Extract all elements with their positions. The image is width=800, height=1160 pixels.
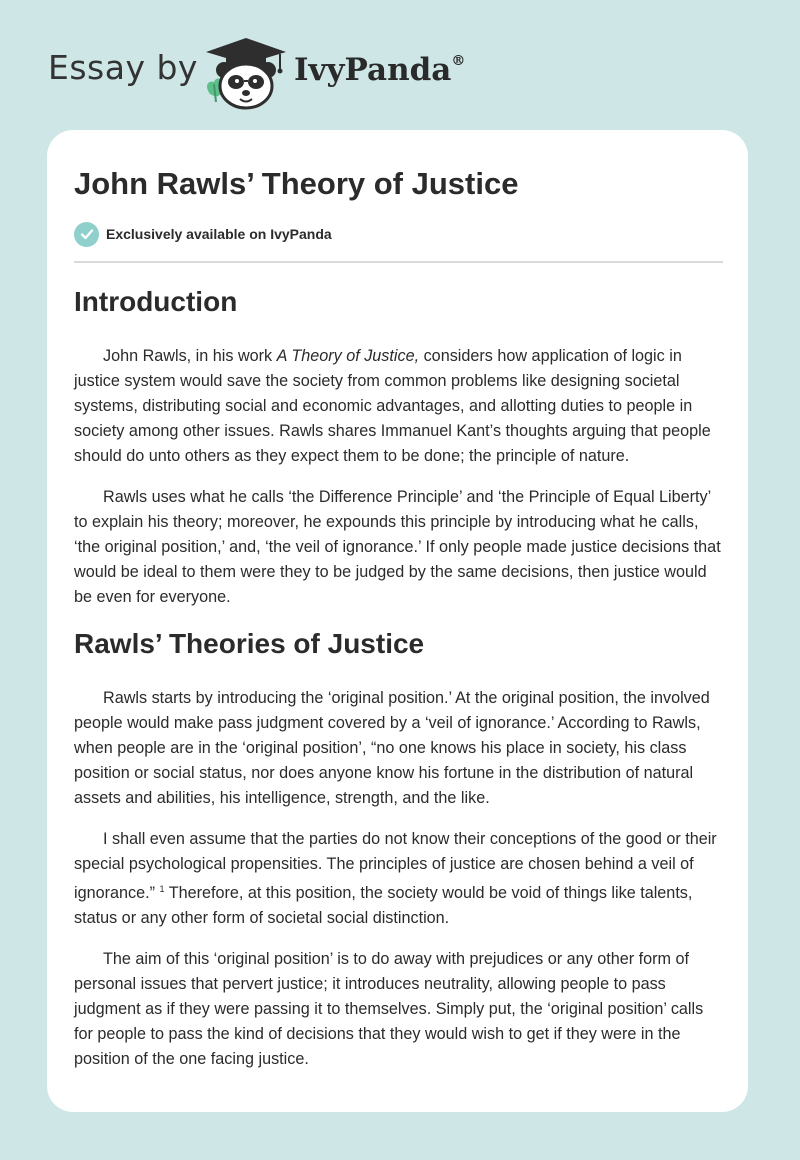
book-title: A Theory of Justice, [276, 347, 420, 365]
brand-prefix: Essay by [48, 48, 198, 87]
site-header [0, 0, 800, 130]
brand-name-text: IvyPanda [294, 52, 452, 88]
badge-label: Exclusively available on IvyPanda [106, 226, 332, 242]
brand-name[interactable] [294, 52, 465, 88]
footnote-ref[interactable]: 1 [159, 884, 165, 894]
paragraph-text: John Rawls, in his work [103, 347, 277, 365]
paragraph-text: I shall even assume that the parties do not know their conceptions of the good or their special psychological propensities. The principles of justice are chosen behind a veil of ignorance.” [74, 830, 717, 902]
registered-mark: ® [451, 52, 466, 69]
title-divider [74, 261, 723, 263]
paragraph: Rawls starts by introducing the ‘original position.’ At the original position, the involved people would make pass judgment covered by a ‘veil of ignorance.’ According to Rawls, when people are in the ‘original position’, “no one knows his place in society, his class position or social status, nor does anyone know his fortune in the distribution of natural assets and abilities, his intelligence, strength, and the like. [74, 689, 710, 807]
exclusive-badge [74, 221, 332, 247]
essay-body [74, 278, 724, 1088]
paragraph-text: Therefore, at this position, the society would be void of things like talents, status or any other form of societal social distinction. [74, 884, 693, 927]
paragraph [74, 827, 724, 931]
section-heading-theories: Rawls’ Theories of Justice [74, 628, 425, 659]
page-title: John Rawls’ Theory of Justice [74, 166, 519, 201]
paragraph: Rawls uses what he calls ‘the Difference Principle’ and ‘the Principle of Equal Liberty’ to explain his theory; moreover, he expounds this principle by introducing what he calls, ‘the original position,’ and, ‘the veil of ignorance.’ If only people made justice decisions that would be ideal to them were they to be judged by the same decisions, then justice would be even for everyone. [74, 488, 721, 606]
paragraph-text: considers how application of logic in justice system would save the society from common problems like designing societal systems, distributing social and economic advantages, and allotting duties to people in society among other issues. Rawls shares Immanuel Kant’s thoughts arguing that people should do unto others as they expect them to be done; the principle of nature. [74, 347, 711, 465]
paragraph [74, 344, 724, 469]
essay-card [47, 130, 748, 1112]
paragraph: The aim of this ‘original position’ is to do away with prejudices or any other form of personal issues that pervert justice; it introduces neutrality, allowing people to pass judgment as if they were passing it to themselves. Simply put, the ‘original position’ calls for people to pass the kind of decisions that they would wish to get if they were in the position of the one facing justice. [74, 950, 704, 1068]
section-heading-introduction: Introduction [74, 286, 238, 317]
panda-graduate-icon[interactable] [200, 36, 292, 110]
check-circle-icon [74, 222, 99, 247]
